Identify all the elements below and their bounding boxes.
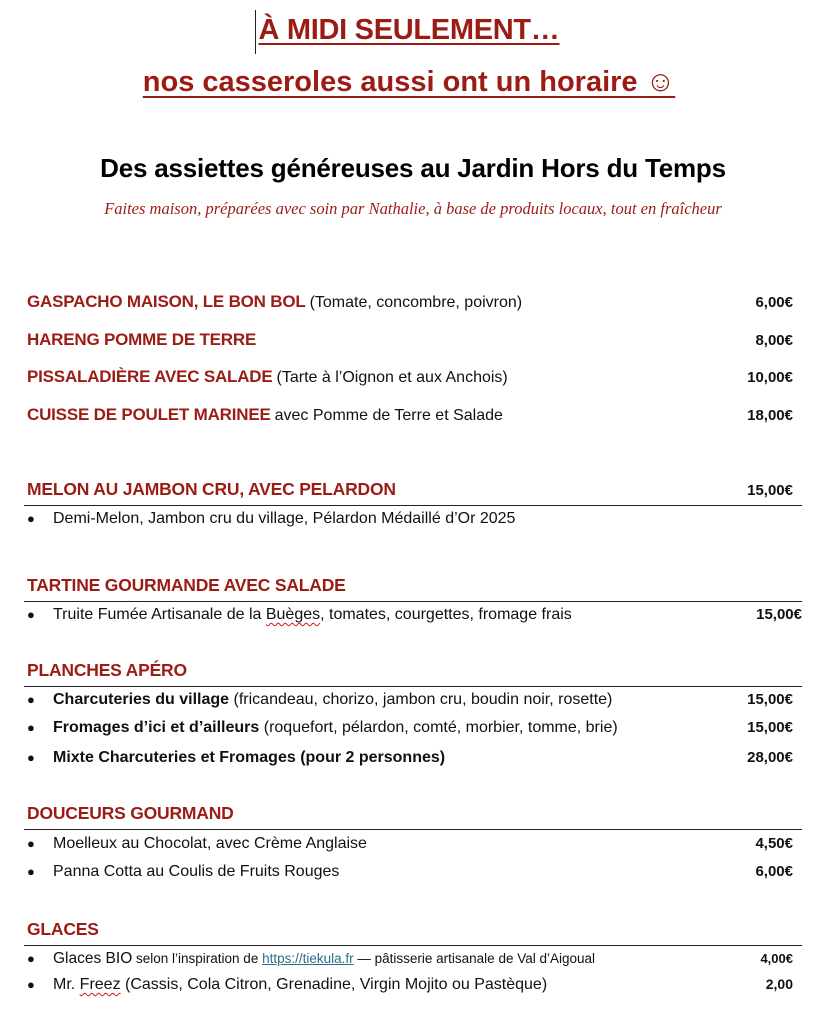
title-casseroles: nos casseroles aussi ont un horaire ☺	[142, 66, 676, 98]
item-name: HARENG POMME DE TERRE	[27, 330, 257, 349]
item-name: PISSALADIÈRE AVEC SALADE	[27, 367, 273, 386]
item-price: 4,00€	[760, 951, 793, 966]
list-item	[27, 510, 793, 528]
bullet-icon: ●	[27, 750, 35, 765]
list-item	[27, 835, 793, 853]
section-price: 15,00€	[747, 482, 793, 499]
bullet-icon: ●	[27, 720, 35, 735]
divider	[24, 686, 802, 687]
item-price: 10,00€	[747, 369, 793, 386]
item-price: 15,00€	[747, 691, 793, 708]
item-price: 6,00€	[755, 294, 793, 311]
item-text: Charcuteries du village (fricandeau, chorizo, jambon cru, boudin noir, rosette)	[53, 691, 613, 708]
section-glaces	[27, 919, 793, 940]
item-desc: (Tomate, concombre, poivron)	[309, 294, 523, 311]
item-name: CUISSE DE POULET MARINEE	[27, 405, 271, 424]
page-heading: Des assiettes généreuses au Jardin Hors du Temps	[100, 153, 726, 183]
item-text: Glaces BIO selon l’inspiration de https://tiekula.fr — pâtisserie artisanale de Val d’Aigoual	[53, 950, 596, 967]
section-title: GLACES	[27, 919, 99, 939]
spellcheck-flagged-word[interactable]: Freez	[79, 976, 121, 993]
smiley-icon: ☺	[645, 66, 676, 98]
menu-item-gaspacho	[27, 292, 793, 316]
item-text: Truite Fumée Artisanale de la Buèges, tomates, courgettes, fromage frais	[53, 606, 572, 623]
menu-item-hareng	[27, 330, 793, 354]
item-price: 28,00€	[747, 749, 793, 766]
bullet-icon: ●	[27, 607, 35, 622]
bullet-icon: ●	[27, 951, 35, 966]
bullet-icon: ●	[27, 864, 35, 879]
item-price: 2,00	[765, 976, 793, 992]
item-price: 4,50€	[755, 835, 793, 852]
item-text: Mr. Freez (Cassis, Cola Citron, Grenadine, Virgin Mojito ou Pastèque)	[53, 976, 548, 993]
divider	[24, 601, 802, 602]
section-title: PLANCHES APÉRO	[27, 660, 187, 680]
item-desc: avec Pomme de Terre et Salade	[274, 407, 503, 424]
page-subtitle: Faites maison, préparées avec soin par Nathalie, à base de produits locaux, tout en fraîcheur	[104, 199, 722, 218]
text-cursor	[255, 10, 256, 54]
list-item	[27, 749, 793, 767]
item-text: Demi-Melon, Jambon cru du village, Pélardon Médaillé d’Or 2025	[53, 510, 516, 527]
section-douceurs	[27, 803, 793, 824]
section-title: TARTINE GOURMANDE AVEC SALADE	[27, 575, 346, 595]
spellcheck-flagged-word[interactable]: Buèges	[265, 606, 321, 623]
list-item	[27, 976, 793, 994]
divider	[24, 505, 802, 506]
section-title: DOUCEURS GOURMAND	[27, 803, 234, 823]
menu-item-pissaladiere	[27, 367, 793, 391]
item-desc: (Tarte à l’Oignon et aux Anchois)	[276, 369, 508, 386]
item-text: Fromages d’ici et d’ailleurs (roquefort, pélardon, comté, morbier, tomme, brie)	[53, 719, 618, 736]
tiekula-link[interactable]: https://tiekula.fr	[262, 951, 354, 966]
bullet-icon: ●	[27, 692, 35, 707]
item-name: GASPACHO MAISON, LE BON BOL	[27, 292, 306, 311]
bullet-icon: ●	[27, 511, 35, 526]
list-item	[27, 863, 793, 881]
item-price: 15,00€	[747, 719, 793, 736]
section-tartine	[27, 575, 793, 596]
section-title: MELON AU JAMBON CRU, AVEC PELARDON	[27, 479, 396, 499]
section-melon	[27, 479, 793, 500]
menu-item-cuisse-poulet	[27, 405, 793, 429]
list-item	[27, 719, 793, 737]
item-price: 18,00€	[747, 407, 793, 424]
item-price: 8,00€	[755, 332, 793, 349]
bullet-icon: ●	[27, 836, 35, 851]
item-price: 15,00€	[756, 606, 802, 623]
item-text: Panna Cotta au Coulis de Fruits Rouges	[53, 863, 340, 880]
bullet-icon: ●	[27, 977, 35, 992]
list-item	[27, 606, 802, 624]
list-item	[27, 950, 793, 968]
item-price: 6,00€	[755, 863, 793, 880]
item-text: Mixte Charcuteries et Fromages (pour 2 personnes)	[53, 749, 446, 766]
divider	[24, 829, 802, 830]
divider	[24, 945, 802, 946]
item-text: Moelleux au Chocolat, avec Crème Anglaise	[53, 835, 367, 852]
section-planches	[27, 660, 793, 681]
list-item	[27, 691, 793, 709]
title-midi-seulement: À MIDI SEULEMENT…	[0, 14, 818, 47]
